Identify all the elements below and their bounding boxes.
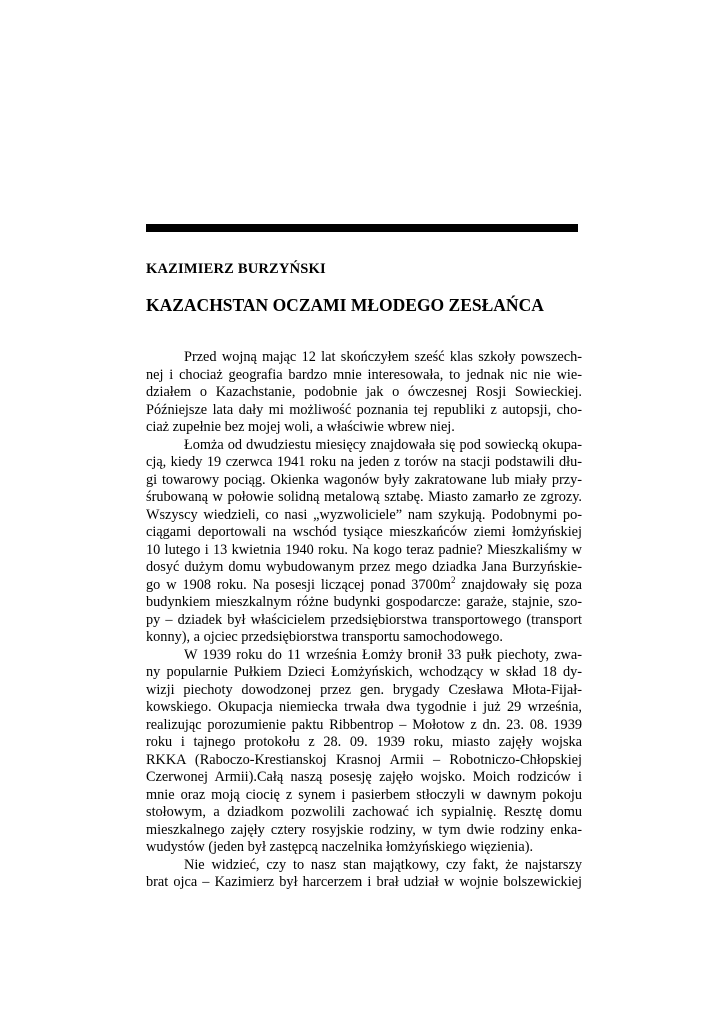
body-line: ciągami deportowali na wschód tysiące mieszkańców ziemi łomżyńskiej <box>146 524 582 540</box>
body-line: roku i tajnego protokołu z 28. 09. 1939 roku, miasto zajęły wojska <box>146 734 582 750</box>
body-line: wudystów (jeden był zastępcą naczelnika łomżyńskiego więzienia). <box>146 839 534 855</box>
body-line: gi towarowy pociąg. Okienka wagonów były zakratowane lub miały przy- <box>146 471 582 488</box>
body-line: mieszkalnego zajęły cztery rosyjskie rodziny, w tym dwie rodziny enka- <box>146 821 582 838</box>
body-line: realizując porozumienie paktu Ribbentrop – Mołotow z dn. 23. 08. 1939 <box>146 716 582 733</box>
body-line: konny), a ojciec przedsiębiorstwa transportu samochodowego. <box>146 629 503 645</box>
body-line: Wszyscy wiedzieli, co nasi „wyzwoliciele” nam szykują. Podobnymi po- <box>146 506 582 523</box>
body-line: budynkiem mieszkalnym różne budynki gospodarcze: garaże, stajnie, szo- <box>146 594 582 610</box>
body-line: Późniejsze lata dały mi możliwość poznania tej republiki z autopsji, cho- <box>146 401 582 418</box>
body-line: wizji piechoty dowodzonej przez gen. brygady Czesława Młota-Fijał- <box>146 681 582 698</box>
author-name: KAZIMIERZ BURZYŃSKI <box>146 261 326 277</box>
body-line <box>146 574 582 595</box>
body-line: Czerwonej Armii).Całą naszą posesję zajęło wojsko. Moich rodziców i <box>146 769 582 785</box>
body-line: RKKA (Raboczo-Krestianskoj Krasnoj Armii – Robotniczo-Chłopskiej <box>146 751 582 768</box>
body-line: działem o Kazachstanie, podobnie jak o ówczesnej Rosji Sowieckiej. <box>146 384 582 400</box>
body-line-part: znajdowały się poza <box>455 576 582 593</box>
body-line: dosyć dużym domu wybudowanym przez mego dziadka Jana Burzyńskie- <box>146 559 582 575</box>
superscript-two: 2 <box>450 574 456 585</box>
article-title: KAZACHSTAN OCZAMI MŁODEGO ZESŁAŃCA <box>146 295 544 315</box>
body-line: W 1939 roku do 11 września Łomży bronił 33 pułk piechoty, zwa- <box>184 646 582 663</box>
body-line: nej i chociaż geografia bardzo mnie interesowała, to jednak nic nie wie- <box>146 366 582 383</box>
body-line: 10 lutego i 13 kwietnia 1940 roku. Na kogo teraz padnie? Mieszkaliśmy w <box>146 541 582 558</box>
body-line: cją, kiedy 19 czerwca 1941 roku na jeden z torów na stacji podstawili dłu- <box>146 454 582 470</box>
body-line: Łomża od dwudziestu miesięcy znajdowała się pod sowiecką okupa- <box>184 436 582 453</box>
body-line: śrubowaną w połowie solidną metalową sztabę. Miasto zamarło ze zgrozy. <box>146 489 582 505</box>
body-line: ny popularnie Pułkiem Dzieci Łomżyńskich, wchodzący w skład 18 dy- <box>146 664 582 680</box>
top-rule <box>146 224 578 232</box>
body-line-part: go w 1908 roku. Na posesji liczącej ponad 3700m <box>146 576 451 593</box>
body-line: Przed wojną mając 12 lat skończyłem sześć klas szkoły powszech- <box>184 349 582 365</box>
body-line: kowskiego. Okupacja niemiecka trwała dwa tygodnie i już 29 września, <box>146 699 582 715</box>
body-line: py – dziadek był właścicielem przedsiębiorstwa transportowego (transport <box>146 611 582 628</box>
article-body <box>146 349 582 892</box>
body-line: ciaż zupełnie bez mojej woli, a właściwie wbrew niej. <box>146 419 455 435</box>
body-line: brat ojca – Kazimierz był harcerzem i brał udział w wojnie bolszewickiej <box>146 874 582 890</box>
body-line: mnie oraz moją ciocię z synem i pasierbem stłoczyli w dawnym pokoju <box>146 786 582 803</box>
body-line: Nie widzieć, czy to nasz stan majątkowy, czy fakt, że najstarszy <box>184 856 582 873</box>
body-line: stołowym, a dziadkom pozwolili zachować ich sypialnię. Resztę domu <box>146 804 582 820</box>
